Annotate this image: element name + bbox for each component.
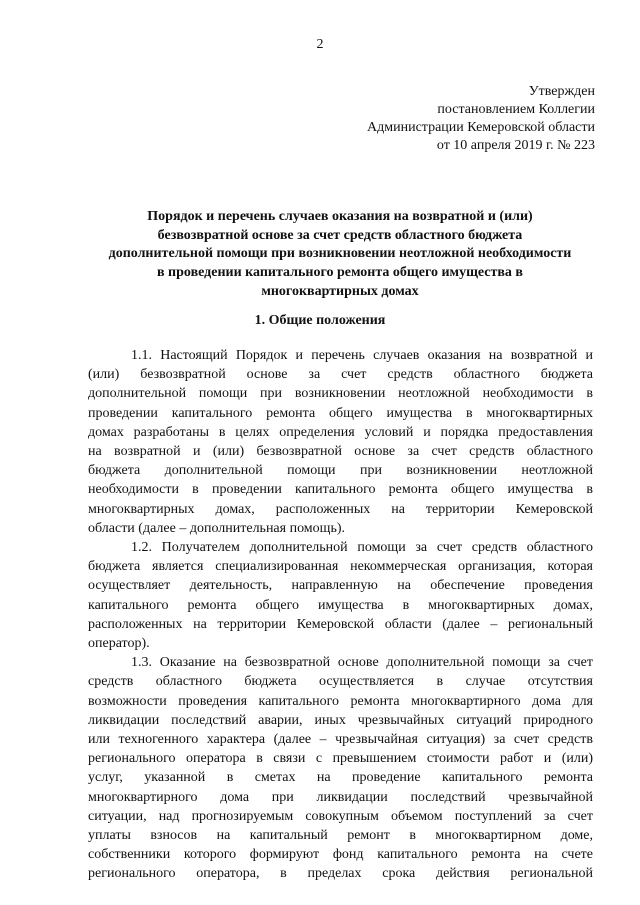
text-line: проведении капитального ремонта общего имущества в многоквартирных <box>88 405 593 421</box>
title-line: в проведении капитального ремонта общего имущества в <box>157 265 523 281</box>
paragraph-1-2 <box>88 538 593 653</box>
text-line: на возвратной и (или) безвозвратной основе за счет средств областного <box>88 444 593 460</box>
text-line: 1.2. Получателем дополнительной помощи за счет средств областного <box>131 540 593 556</box>
text-line: регионального оператора, в пределах срока действия региональной <box>88 866 593 882</box>
text-line: услуг, указанной в сметах на проведение капитального ремонта <box>88 770 593 786</box>
text-line: уплаты взносов на капитальный ремонт в многоквартирном доме, <box>88 828 593 844</box>
text-line: многоквартирных домах, расположенных на территории Кемеровской <box>88 501 593 517</box>
text-line: капитального ремонта общего имущества в многоквартирных домах, <box>88 597 593 613</box>
approval-line: постановлением Коллегии <box>437 102 595 117</box>
text-line: (или) безвозвратной основе за счет средств областного бюджета <box>88 367 593 383</box>
page-number: 2 <box>316 37 324 52</box>
text-line: расположенных на территории Кемеровской области (далее – региональный <box>88 616 593 632</box>
text-line: бюджета является специализированная некоммерческая организация, которая <box>88 559 593 575</box>
text-line: области (далее – дополнительная помощь). <box>88 520 345 536</box>
text-line: бюджета дополнительной помощи при возникновении неотложной <box>88 463 593 479</box>
text-line: ликвидации последствий аварии, иных чрезвычайных ситуаций природного <box>88 712 593 728</box>
text-line: многоквартирного дома при ликвидации последствий чрезвычайной <box>88 789 593 805</box>
approval-line: Утвержден <box>528 84 595 99</box>
text-line: 1.1. Настоящий Порядок и перечень случаев оказания на возвратной и <box>131 348 593 363</box>
document-body <box>88 346 593 884</box>
title-line: многоквартирных домах <box>261 283 419 299</box>
approval-line: Администрации Кемеровской области <box>367 120 595 135</box>
title-line: Порядок и перечень случаев оказания на возвратной и (или) <box>147 209 533 224</box>
text-line: ситуации, над прогнозируемым совокупным объемом поступлений за счет <box>88 808 593 824</box>
paragraph-1-3 <box>88 653 593 883</box>
text-line: осуществляет деятельность, направленную на обеспечение проведения <box>88 578 593 594</box>
document-title <box>88 208 592 302</box>
text-line: дополнительной помощи при возникновении неотложной необходимости в <box>88 386 593 402</box>
text-line: средств областного бюджета осуществляется в случае отсутствия <box>88 674 593 690</box>
text-line: 1.3. Оказание на безвозвратной основе дополнительной помощи за счет <box>131 655 593 671</box>
text-line: регионального оператора в связи с превышением стоимости работ и (или) <box>88 751 593 767</box>
text-line: или техногенного характера (далее – чрезвычайная ситуация) за счет средств <box>88 732 593 748</box>
approval-block <box>330 83 595 155</box>
text-line: собственники которого формируют фонд капитального ремонта на счете <box>88 847 593 863</box>
text-line: возможности проведения капитального ремонта многоквартирного дома для <box>88 693 593 709</box>
approval-line: от 10 апреля 2019 г. № 223 <box>436 138 595 153</box>
section-heading: 1. Общие положения <box>254 313 386 328</box>
text-line: необходимости в проведении капитального ремонта общего имущества в <box>88 482 593 498</box>
text-line: домах разработаны в целях определения условий и порядка предоставления <box>88 424 593 440</box>
text-line: оператор). <box>88 636 150 652</box>
paragraph-1-1 <box>88 346 593 538</box>
title-line: дополнительной помощи при возникновении неотложной необходимости <box>108 246 572 262</box>
title-line: безвозвратной основе за счет средств областного бюджета <box>157 227 523 243</box>
